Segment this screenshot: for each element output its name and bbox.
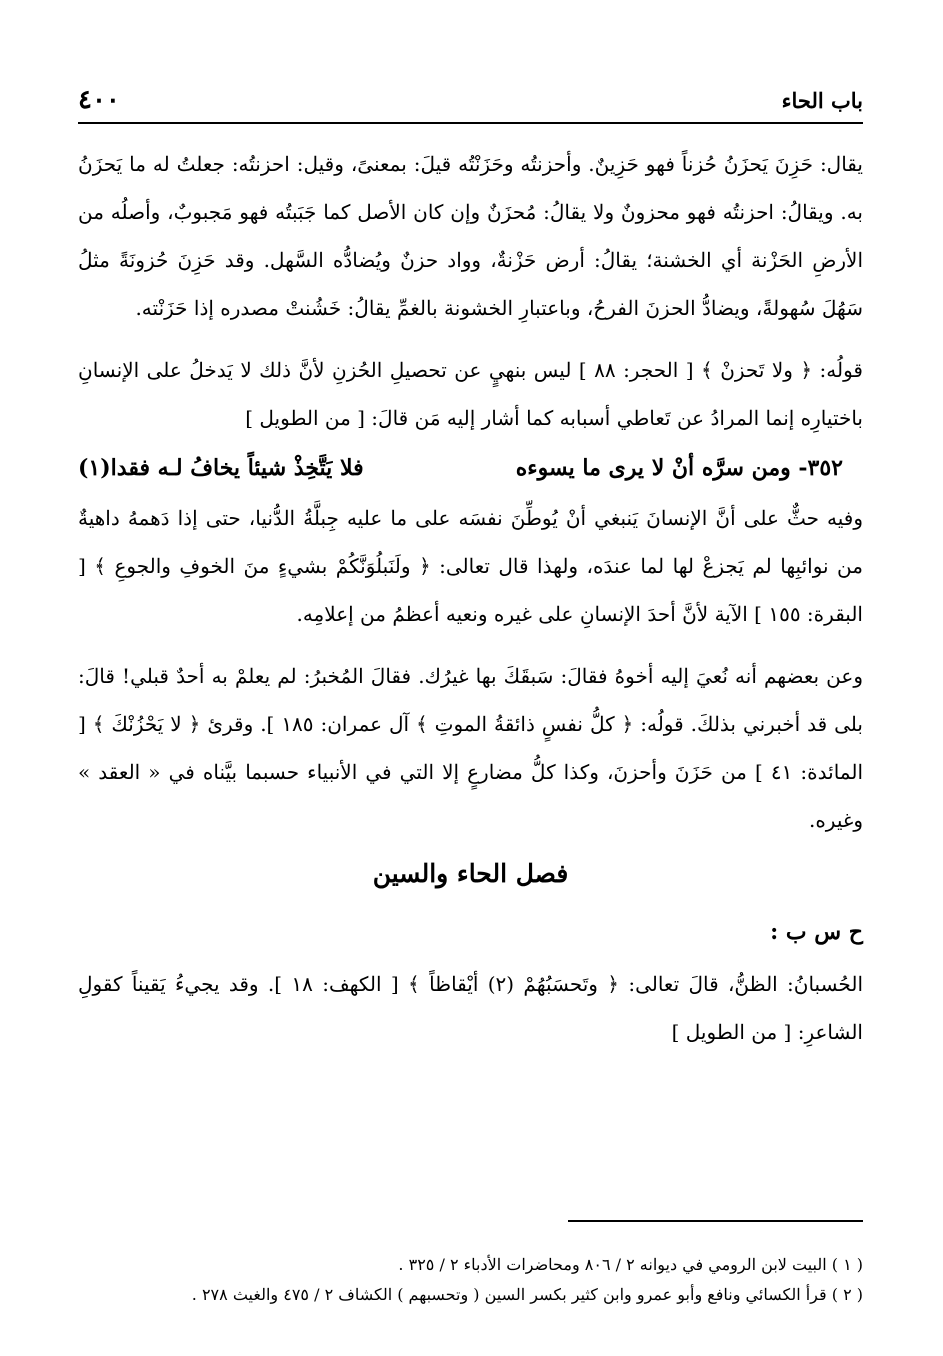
paragraph-4: وعن بعضهم أنه نُعيَ إليه أخوهُ فقالَ: سَبقَكَ بها غيرُك. فقالَ المُخبرُ: لم يعلمْ به أحدٌ قبلي! قالَ: بلى قد أخبرني بذلكَ. قولُه: ﴿ كلُّ نفسٍ ذائقةُ الموتِ ﴾ آل عمران: ١٨٥ ]. وقرئ ﴿ لا يَحْزُنْكَ ﴾ [ المائدة: ٤١ ] من حَزَنَ وأحزنَ، وكذا كلُّ مضارعٍ إلا التي في الأنبياء حسبما بيَّناه في « العقد » وغيره. [78,664,864,832]
section-title: فصل الحاء والسين [372,859,569,888]
verse-hemistich-1: ٣٥٢- ومن سرَّه أنْ لا يرى ما يسوءه [515,455,843,481]
main-text [78,140,863,1056]
paragraph-2: قولُه: ﴿ ولا تَحزنْ ﴾ [ الحجر: ٨٨ ] ليس بنهيٍ عن تحصيلِ الحُزنِ لأنَّ ذلك لا يَدخلُ على الإنسانِ باختيارِه إنما المرادُ عن تَعاطي أسبابه كما أشار إليه مَن قالَ: [ من الطويل ] [78,358,863,430]
poetry-verse [78,442,843,494]
running-title: باب الحاء [781,87,863,113]
footnotes [80,1250,863,1310]
entry-heading: ح س ب : [770,919,863,945]
footnote-1: ( ١ ) البيت لابن الرومي في ديوانه ٢ / ٨٠٦ ومحاضرات الأدباء ٢ / ٣٢٥ . [398,1255,863,1274]
page-number: ٤٠٠ [78,85,120,115]
footnote-2: ( ٢ ) قرأ الكسائي ونافع وأبو عمرو وابن كثير بكسر السين ( وتحسبهم ) الكشاف ٢ / ٤٧٥ والغيث ٢٧٨ . [191,1285,863,1304]
footnote-divider [568,1220,863,1222]
verse-hemistich-2: فلا يَتَّخِذْ شيئاً يخافُ لـه فقدا(١) [78,455,364,481]
paragraph-5: الحُسبانُ: الظنُّ، قالَ تعالى: ﴿ وتَحسَبُهُمْ (٢) أيْقاظاً ﴾ [ الكهف: ١٨ ]. وقد يجيءُ يَقيناً كقولِ الشاعرِ: [ من الطويل ] [78,972,863,1044]
paragraph-1: يقال: حَزِنَ يَحزَنُ حُزناً فهو حَزِينٌ. وأحزنتُه وحَزَنْتُه قيلَ: بمعنىً، وقيل: احزنتُه: جعلتُ له ما يَحزَنُ به. ويقالُ: احزنتُه فهو محزونٌ ولا يقالُ: مُحزَنٌ وإن كان الأصل كما جَبَبتُه فهو مَجبوبٌ، وأصلُه من الأرضِ الحَزْنة أي الخشنة؛ يقالُ: أرض حَزْنةٌ، وواد حزنٌ ويُضادُّه السَّهل. وقد حَزِنَ حُزونَةً مثلُ سَهُلَ سُهولةً، ويضادُّ الحزنَ الفرحُ، وباعتبارِ الخشونة بالغمِّ يقالُ: خَشُنتْ مصدره إذا حَزَنْته. [78,152,863,320]
paragraph-3: وفيه حثٌّ على أنَّ الإنسانَ يَنبغي أنْ يُوطِّنَ نفسَه على ما عليه جِبلَّةُ الدُّنيا، حتى إذا دَهمهُ داهيةٌ من نوائبِها لم يَجزعْ لها لما عندَه، ولهذا قال تعالى: ﴿ ولَنَبلُوَنَّكُمْ بشيءٍ منَ الخوفِ والجوعِ ﴾ [ البقرة: ١٥٥ ] الآية لأنَّ أحدَ الإنسانِ على غيره ونعيه أعظمُ من إعلامِه. [78,506,863,626]
page-header [78,78,863,124]
